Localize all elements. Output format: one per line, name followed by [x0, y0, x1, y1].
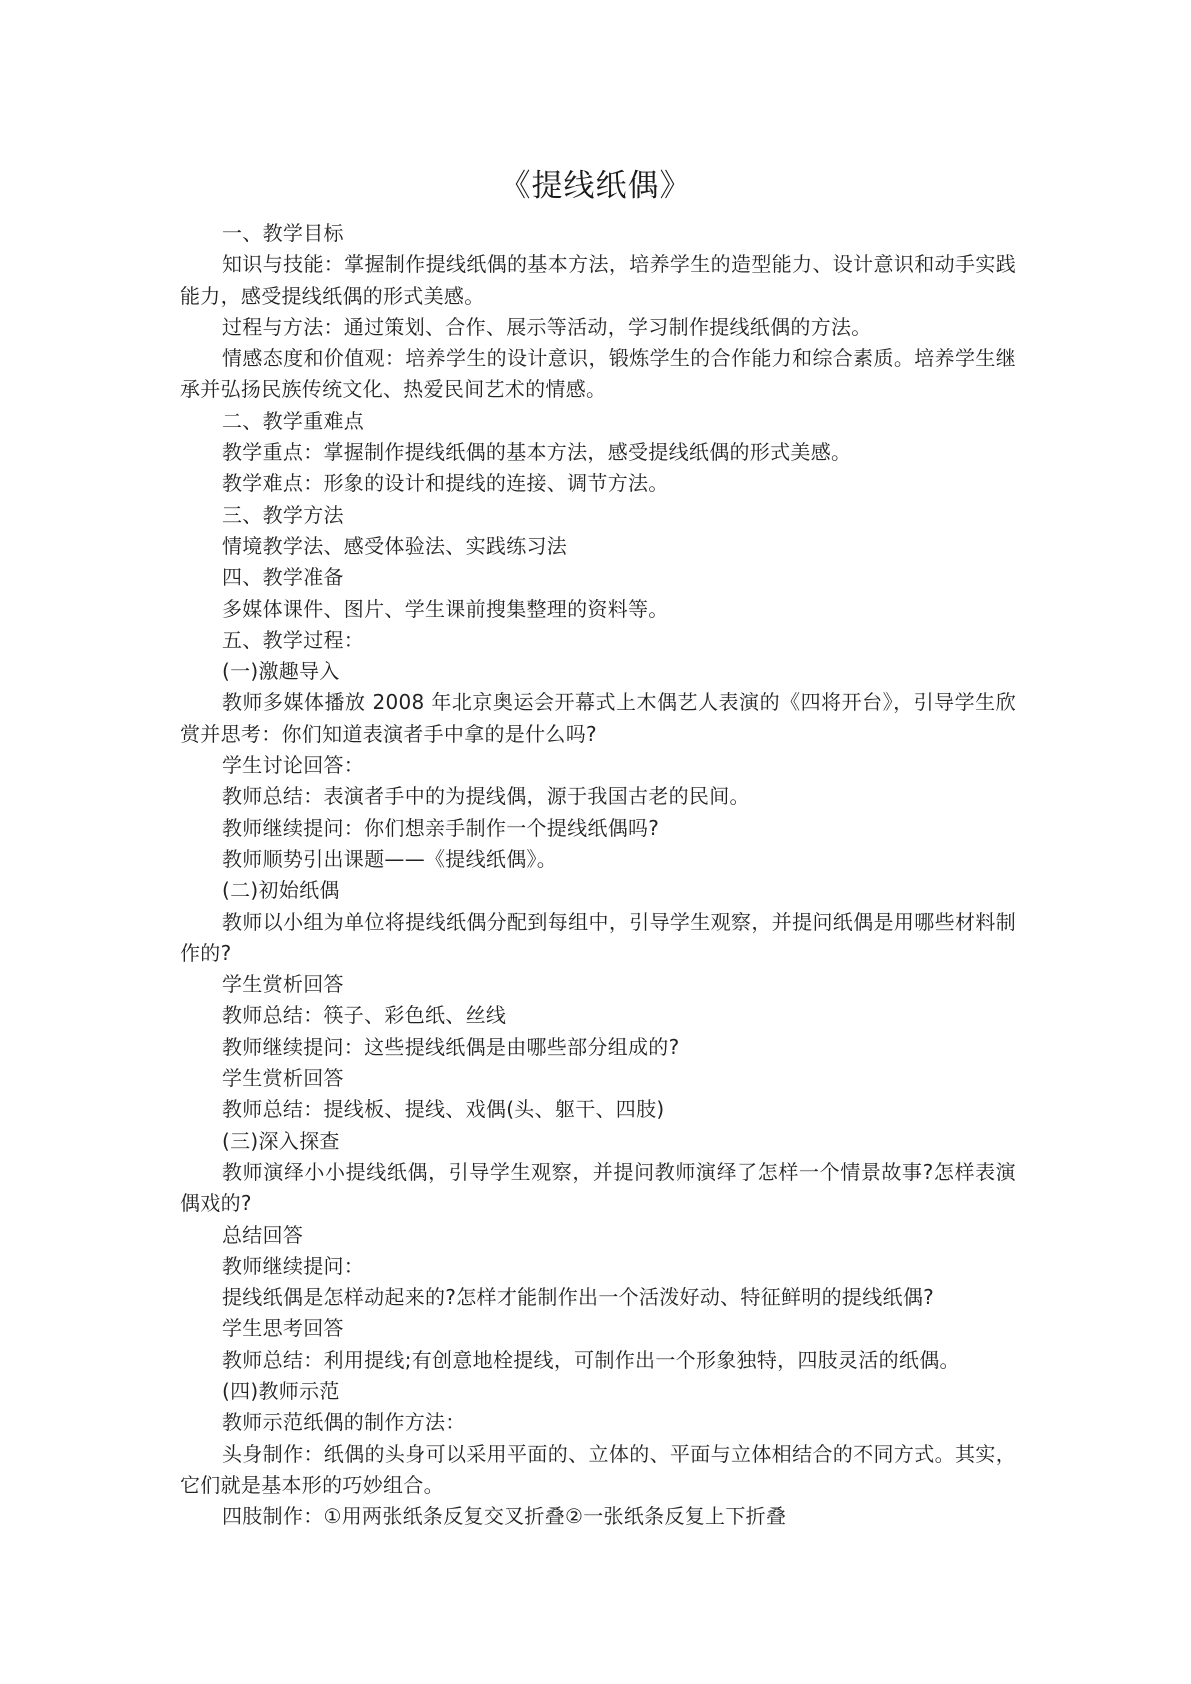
paragraph: 情境教学法、感受体验法、实践练习法 [222, 533, 568, 558]
paragraph: 头身制作：纸偶的头身可以采用平面的、立体的、平面与立体相结合的不同方式。其实，它们就是基本形的巧妙组合。 [180, 1441, 1016, 1497]
paragraph: 知识与技能：掌握制作提线纸偶的基本方法，培养学生的造型能力、设计意识和动手实践能力，感受提线纸偶的形式美感。 [180, 252, 1016, 308]
heading-key-points: 二、教学重难点 [222, 408, 365, 433]
paragraph: 教师总结：筷子、彩色纸、丝线 [222, 1003, 507, 1028]
paragraph: 学生赏析回答 [222, 972, 344, 997]
paragraph: 教师总结：表演者手中的为提线偶，源于我国古老的民间。 [222, 784, 750, 809]
paragraph: 学生赏析回答 [222, 1066, 344, 1091]
document-body [180, 218, 1016, 1532]
paragraph: 情感态度和价值观：培养学生的设计意识，锻炼学生的合作能力和综合素质。培养学生继承并弘扬民族传统文化、热爱民间艺术的情感。 [180, 346, 1016, 402]
paragraph: 教学难点：形象的设计和提线的连接、调节方法。 [222, 471, 669, 496]
paragraph: 过程与方法：通过策划、合作、展示等活动，学习制作提线纸偶的方法。 [222, 314, 872, 339]
paragraph: 教师示范纸偶的制作方法： [222, 1410, 466, 1435]
document-title: 《提线纸偶》 [499, 168, 692, 204]
heading-teaching-goals: 一、教学目标 [222, 221, 344, 245]
paragraph: 教师总结：提线板、提线、戏偶(头、躯干、四肢) [222, 1097, 665, 1122]
heading-teaching-process: 五、教学过程： [222, 627, 365, 652]
heading-teaching-methods: 三、教学方法 [222, 502, 344, 527]
paragraph: 教师继续提问： [222, 1253, 365, 1278]
paragraph: 教师继续提问：你们想亲手制作一个提线纸偶吗? [222, 815, 660, 840]
paragraph: 教师顺势引出课题——《提线纸偶》。 [222, 846, 558, 871]
paragraph: 教学重点：掌握制作提线纸偶的基本方法，感受提线纸偶的形式美感。 [222, 440, 852, 465]
paragraph: 教师继续提问：这些提线纸偶是由哪些部分组成的? [222, 1034, 680, 1059]
subheading: (三)深入探查 [222, 1128, 340, 1153]
subheading: (二)初始纸偶 [222, 878, 340, 903]
paragraph: 四肢制作：①用两张纸条反复交叉折叠②一张纸条反复上下折叠 [222, 1504, 787, 1529]
paragraph: 学生思考回答 [222, 1316, 344, 1341]
heading-preparation: 四、教学准备 [222, 565, 344, 590]
paragraph: 教师多媒体播放 2008 年北京奥运会开幕式上木偶艺人表演的《四将开台》，引导学生欣赏并思考：你们知道表演者手中拿的是什么吗? [180, 690, 1016, 746]
paragraph: 教师以小组为单位将提线纸偶分配到每组中，引导学生观察，并提问纸偶是用哪些材料制作的? [180, 909, 1016, 965]
subheading: (一)激趣导入 [222, 659, 340, 684]
subheading: (四)教师示范 [222, 1378, 340, 1403]
paragraph: 学生讨论回答： [222, 753, 365, 778]
paragraph: 教师演绎小小提线纸偶，引导学生观察，并提问教师演绎了怎样一个情景故事?怎样表演偶戏的? [180, 1159, 1016, 1216]
paragraph: 总结回答 [222, 1222, 304, 1247]
paragraph: 提线纸偶是怎样动起来的?怎样才能制作出一个活泼好动、特征鲜明的提线纸偶? [222, 1285, 935, 1310]
paragraph: 多媒体课件、图片、学生课前搜集整理的资料等。 [222, 596, 669, 621]
paragraph: 教师总结：利用提线;有创意地栓提线，可制作出一个形象独特，四肢灵活的纸偶。 [222, 1347, 960, 1372]
